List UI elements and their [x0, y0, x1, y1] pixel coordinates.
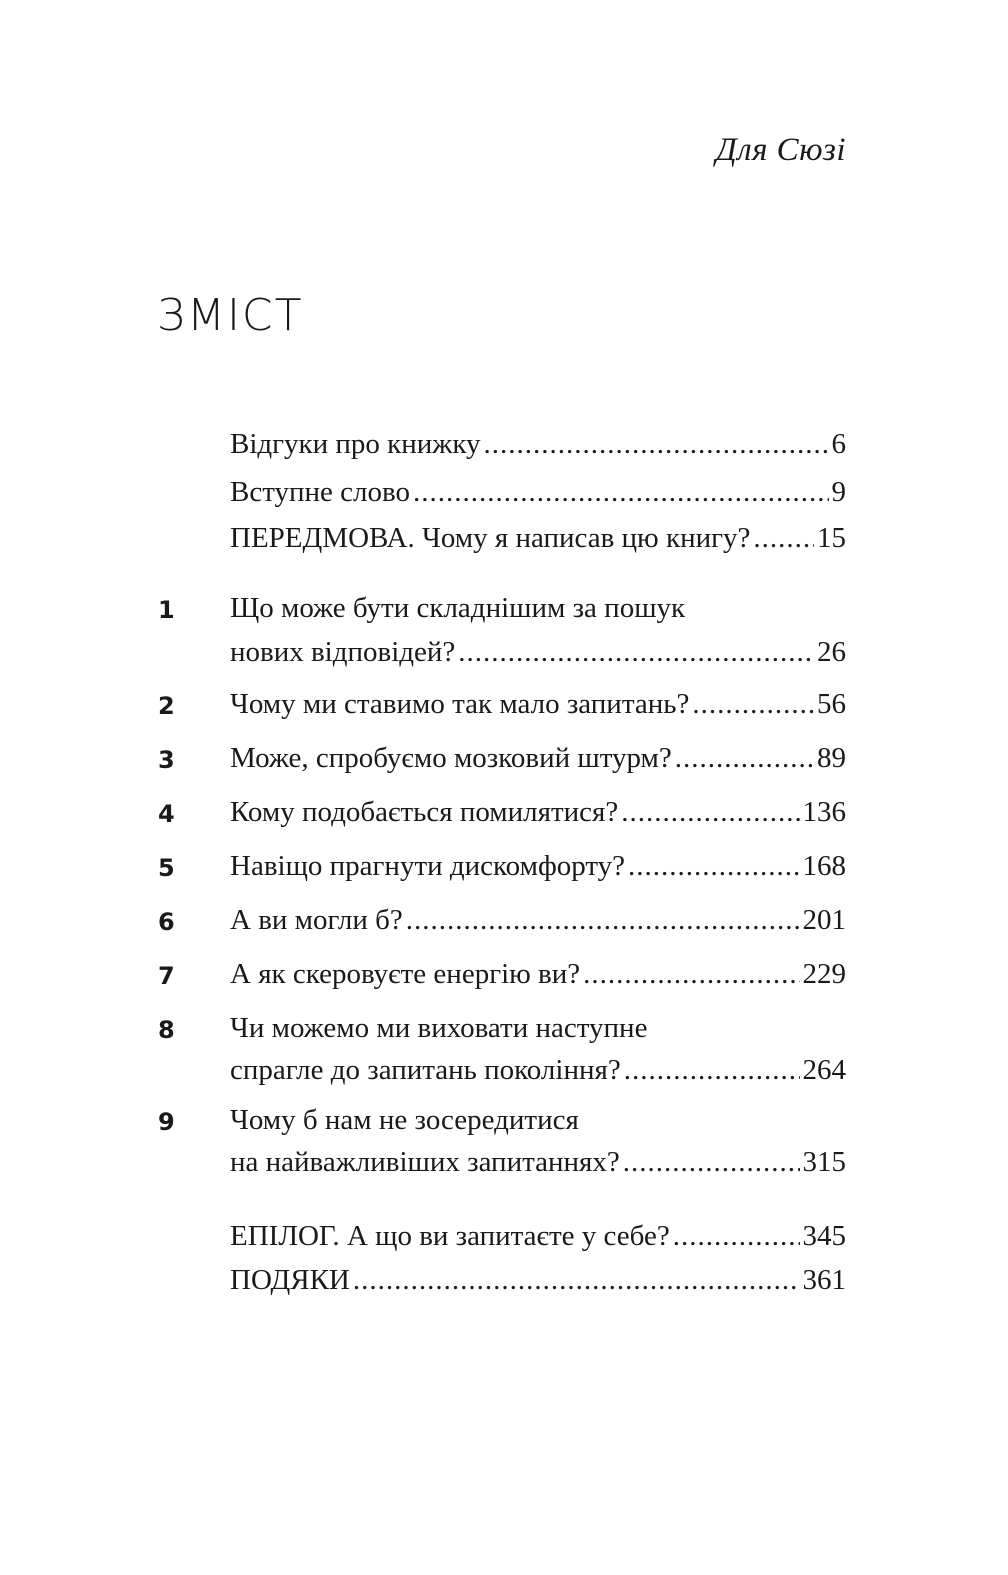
dot-leader: [583, 958, 799, 991]
chapter-number: 7: [158, 962, 175, 990]
toc-page-number: 9: [831, 476, 846, 508]
dot-leader: [458, 636, 814, 669]
toc-entry-chapter-6[interactable]: [158, 904, 846, 944]
toc-entry-title: Вступне слово: [230, 476, 411, 508]
toc-line: [230, 1054, 846, 1087]
toc-entry-title: спрагле до запитань покоління?: [230, 1054, 621, 1086]
dot-leader: [673, 1220, 800, 1253]
dot-leader: [406, 904, 800, 937]
toc-entry-title-line1: Чи можемо ми виховати наступне: [230, 1012, 648, 1044]
toc-page-number: 201: [802, 904, 846, 936]
toc-entry-acknowledgements[interactable]: [158, 1264, 846, 1304]
toc-entry-title-line1: Що може бути складнішим за пошук: [230, 592, 686, 624]
chapter-number: 1: [158, 596, 175, 624]
dot-leader: [624, 1054, 800, 1087]
chapter-number: 4: [158, 800, 175, 828]
toc-page-number: 315: [802, 1146, 846, 1178]
toc-line: [230, 522, 846, 555]
toc-entry-chapter-7[interactable]: [158, 958, 846, 998]
chapter-number: 3: [158, 746, 175, 774]
toc-line: [230, 476, 846, 509]
toc-entry-foreword[interactable]: [158, 476, 846, 516]
dot-leader: [484, 428, 829, 461]
toc-entry-title-line1: Чому б нам не зосередитися: [230, 1104, 579, 1136]
dot-leader: [675, 742, 814, 775]
toc-line: [230, 904, 846, 937]
toc-page-number: 229: [802, 958, 846, 990]
toc-entry-chapter-5[interactable]: [158, 850, 846, 890]
dot-leader: [621, 796, 799, 829]
toc-page-number: 345: [802, 1220, 846, 1252]
toc-entry-title: ПОДЯКИ: [230, 1264, 350, 1296]
toc-page-number: 264: [802, 1054, 846, 1086]
dot-leader: [353, 1264, 800, 1297]
toc-line: [230, 1146, 846, 1179]
toc-line: [230, 958, 846, 991]
toc-page-number: 26: [817, 636, 846, 668]
toc-entry-title: на найважливіших запитаннях?: [230, 1146, 620, 1178]
chapter-number: 6: [158, 908, 175, 936]
toc-line: [230, 1220, 846, 1253]
toc-line: [230, 850, 846, 883]
toc-page-number: 136: [802, 796, 846, 828]
toc-page-number: 168: [802, 850, 846, 882]
chapter-number: 2: [158, 692, 175, 720]
toc-line: [230, 796, 846, 829]
toc-page-number: 89: [817, 742, 846, 774]
toc-entry-chapter-3[interactable]: [158, 742, 846, 782]
dot-leader: [753, 522, 814, 555]
chapter-number: 9: [158, 1108, 175, 1136]
toc-entry-chapter-9[interactable]: [158, 1104, 846, 1194]
toc-entry-title: Чому ми ставимо так мало запитань?: [230, 688, 690, 720]
toc-entry-title: ЕПІЛОГ. А що ви запитаєте у себе?: [230, 1220, 670, 1252]
toc-line: [230, 742, 846, 775]
toc-page-number: 361: [802, 1264, 846, 1296]
toc-entry-chapter-1[interactable]: [158, 592, 846, 682]
toc-entry-title: ПЕРЕДМОВА. Чому я написав цю книгу?: [230, 522, 751, 554]
dot-leader: [623, 1146, 800, 1179]
chapter-number: 5: [158, 854, 175, 882]
toc-entry-title: А як скеровуєте енергію ви?: [230, 958, 581, 990]
toc-line: [230, 1264, 846, 1297]
dot-leader: [628, 850, 799, 883]
toc-entry-title: Може, спробуємо мозковий штурм?: [230, 742, 672, 774]
dedication: Для Сюзі: [715, 132, 846, 168]
page-title: ЗМІСТ: [157, 290, 304, 341]
toc-entry-chapter-8[interactable]: [158, 1012, 846, 1102]
toc-entry-title: нових відповідей?: [230, 636, 456, 668]
toc-entry-reviews[interactable]: [158, 428, 846, 468]
toc-line: [230, 636, 846, 669]
toc-page-number: 15: [817, 522, 846, 554]
toc-page-number: 6: [831, 428, 846, 460]
toc-page-number: 56: [817, 688, 846, 720]
dot-leader: [413, 476, 828, 509]
toc-entry-epilogue[interactable]: [158, 1220, 846, 1260]
chapter-number: 8: [158, 1016, 175, 1044]
toc-entry-chapter-4[interactable]: [158, 796, 846, 836]
toc-entry-title: А ви могли б?: [230, 904, 403, 936]
toc-entry-title: Відгуки про книжку: [230, 428, 481, 460]
toc-entry-chapter-2[interactable]: [158, 688, 846, 728]
toc-line: [230, 428, 846, 461]
toc-entry-preface[interactable]: [158, 522, 846, 562]
toc-entry-title: Навіщо прагнути дискомфорту?: [230, 850, 626, 882]
dot-leader: [692, 688, 814, 721]
toc-entry-title: Кому подобається помилятися?: [230, 796, 619, 828]
toc-line: [230, 688, 846, 721]
